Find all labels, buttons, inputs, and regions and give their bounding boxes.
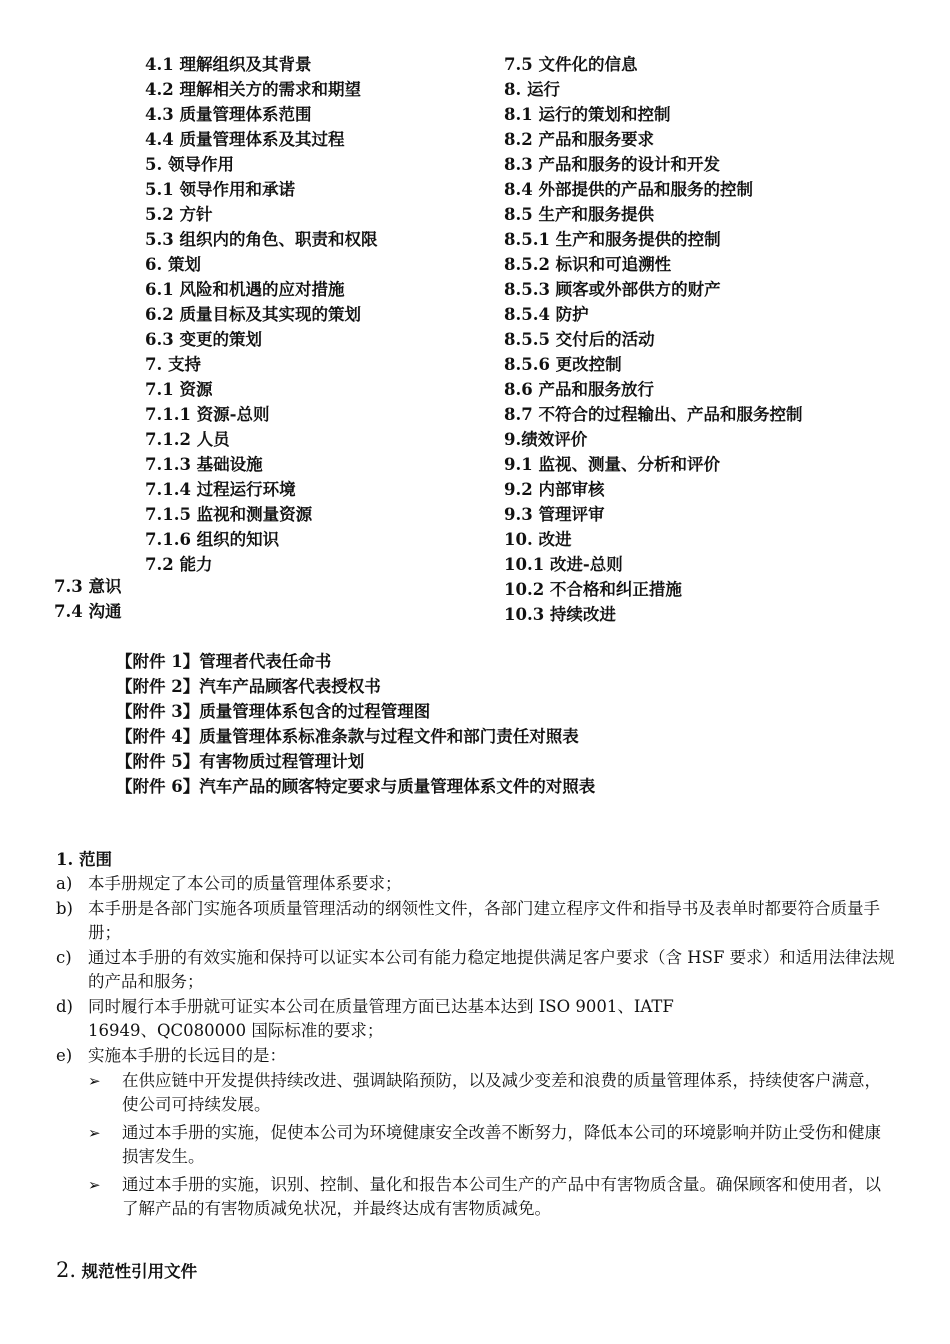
toc-item: 7.2 能力 bbox=[145, 555, 213, 574]
bullet-item bbox=[56, 1069, 896, 1117]
toc-item: 8.5.4 防护 bbox=[504, 305, 589, 324]
toc-item: 7.1 资源 bbox=[145, 380, 213, 399]
bullet-item bbox=[56, 1121, 896, 1169]
toc-item: 8.5 生产和服务提供 bbox=[504, 205, 654, 224]
toc-item: 9.3 管理评审 bbox=[504, 505, 605, 524]
toc-item: 5.2 方针 bbox=[145, 205, 213, 224]
toc-item: 6. 策划 bbox=[145, 255, 201, 274]
toc-right-column bbox=[504, 52, 802, 627]
list-marker: d) bbox=[56, 997, 73, 1016]
list-marker: e) bbox=[56, 1046, 73, 1065]
toc-item: 9.1 监视、测量、分析和评价 bbox=[504, 455, 720, 474]
arrowhead-icon: ➢ bbox=[88, 1072, 101, 1090]
arrowhead-icon: ➢ bbox=[88, 1124, 101, 1142]
toc-item: 8.6 产品和服务放行 bbox=[504, 380, 654, 399]
toc-item: 8.4 外部提供的产品和服务的控制 bbox=[504, 180, 753, 199]
toc-item: 4.4 质量管理体系及其过程 bbox=[145, 130, 345, 149]
bullet-text: 通过本手册的实施，识别、控制、量化和报告本公司生产的产品中有害物质含量。确保顾客和使用者，以了解产品的有害物质减免状况，并最终达成有害物质减免。 bbox=[122, 1175, 881, 1218]
toc-item: 10.1 改进-总则 bbox=[504, 555, 623, 574]
list-marker: a) bbox=[56, 874, 73, 893]
scope-item bbox=[56, 872, 896, 896]
toc-item: 7.3 意识 bbox=[54, 577, 122, 596]
toc-item: 8.1 运行的策划和控制 bbox=[504, 105, 671, 124]
toc-item: 8. 运行 bbox=[504, 80, 560, 99]
scope-item-text: 本手册是各部门实施各项质量管理活动的纲领性文件，各部门建立程序文件和指导书及表单时都要符合质量手册； bbox=[88, 899, 880, 942]
attachment-item: 【附件 6】汽车产品的顾客特定要求与质量管理体系文件的对照表 bbox=[116, 777, 596, 796]
toc-item: 10.2 不合格和纠正措施 bbox=[504, 580, 682, 599]
toc-item: 8.5.1 生产和服务提供的控制 bbox=[504, 230, 721, 249]
toc-item: 7.4 沟通 bbox=[54, 602, 122, 621]
toc-item: 7.1.4 过程运行环境 bbox=[145, 480, 296, 499]
toc-item: 4.2 理解相关方的需求和期望 bbox=[145, 80, 361, 99]
arrowhead-icon: ➢ bbox=[88, 1176, 101, 1194]
toc-item: 9.2 内部审核 bbox=[504, 480, 605, 499]
bullet-text: 通过本手册的实施，促使本公司为环境健康安全改善不断努力，降低本公司的环境影响并防止受伤和健康损害发生。 bbox=[122, 1123, 881, 1166]
toc-item: 4.1 理解组织及其背景 bbox=[145, 55, 312, 74]
section-title: 规范性引用文件 bbox=[81, 1262, 198, 1281]
scope-section bbox=[56, 847, 896, 1225]
toc-item: 8.5.3 顾客或外部供方的财产 bbox=[504, 280, 721, 299]
toc-item: 8.5.2 标识和可追溯性 bbox=[504, 255, 672, 274]
toc-left-column bbox=[145, 52, 377, 577]
attachment-item: 【附件 4】质量管理体系标准条款与过程文件和部门责任对照表 bbox=[116, 727, 579, 746]
toc-item: 7.5 文件化的信息 bbox=[504, 55, 638, 74]
toc-item: 8.5.5 交付后的活动 bbox=[504, 330, 655, 349]
section-number: 2. bbox=[56, 1258, 77, 1282]
scope-item-text: 本手册规定了本公司的质量管理体系要求； bbox=[88, 874, 402, 893]
scope-item-text: 通过本手册的有效实施和保持可以证实本公司有能力稳定地提供满足客户要求（含 HSF 要求）和适用法律法规的产品和服务； bbox=[88, 948, 895, 991]
toc-item: 7.1.2 人员 bbox=[145, 430, 230, 449]
toc-item: 7.1.5 监视和测量资源 bbox=[145, 505, 313, 524]
toc-item: 8.7 不符合的过程输出、产品和服务控制 bbox=[504, 405, 803, 424]
attachment-item: 【附件 1】管理者代表任命书 bbox=[116, 652, 332, 671]
toc-item: 4.3 质量管理体系范围 bbox=[145, 105, 312, 124]
attachment-item: 【附件 3】质量管理体系包含的过程管理图 bbox=[116, 702, 431, 721]
toc-item: 7.1.1 资源-总则 bbox=[145, 405, 270, 424]
list-marker: c) bbox=[56, 948, 72, 967]
toc-item: 7.1.6 组织的知识 bbox=[145, 530, 280, 549]
toc-item: 8.5.6 更改控制 bbox=[504, 355, 622, 374]
toc-item: 10.3 持续改进 bbox=[504, 605, 616, 624]
scope-item bbox=[56, 995, 896, 1043]
toc-item: 5.3 组织内的角色、职责和权限 bbox=[145, 230, 378, 249]
toc-item: 6.1 风险和机遇的应对措施 bbox=[145, 280, 345, 299]
toc-item: 9.绩效评价 bbox=[504, 430, 588, 449]
toc-item: 5.1 领导作用和承诺 bbox=[145, 180, 295, 199]
attachment-list bbox=[116, 649, 595, 799]
scope-item bbox=[56, 946, 896, 994]
scope-item bbox=[56, 897, 896, 945]
toc-item: 8.2 产品和服务要求 bbox=[504, 130, 654, 149]
toc-item: 7. 支持 bbox=[145, 355, 201, 374]
toc-item: 10. 改进 bbox=[504, 530, 572, 549]
bullet-item bbox=[56, 1173, 896, 1221]
section-2-heading bbox=[56, 1258, 197, 1282]
scope-item-text: 实施本手册的长远目的是： bbox=[88, 1046, 286, 1065]
bullet-text: 在供应链中开发提供持续改进、强调缺陷预防，以及减少变差和浪费的质量管理体系，持续使客户满意，使公司可持续发展。 bbox=[122, 1071, 881, 1114]
toc-item: 6.3 变更的策划 bbox=[145, 330, 262, 349]
toc-item: 8.3 产品和服务的设计和开发 bbox=[504, 155, 720, 174]
toc-item: 5. 领导作用 bbox=[145, 155, 234, 174]
toc-item: 6.2 质量目标及其实现的策划 bbox=[145, 305, 361, 324]
attachment-item: 【附件 5】有害物质过程管理计划 bbox=[116, 752, 365, 771]
scope-item bbox=[56, 1044, 896, 1068]
section-heading: 1. 范围 bbox=[56, 850, 112, 869]
attachment-item: 【附件 2】汽车产品顾客代表授权书 bbox=[116, 677, 381, 696]
toc-item: 7.1.3 基础设施 bbox=[145, 455, 263, 474]
list-marker: b) bbox=[56, 899, 73, 918]
scope-item-text: 同时履行本手册就可证实本公司在质量管理方面已达基本达到 ISO 9001、IATF 16949、QC080000 国际标准的要求； bbox=[88, 997, 674, 1040]
